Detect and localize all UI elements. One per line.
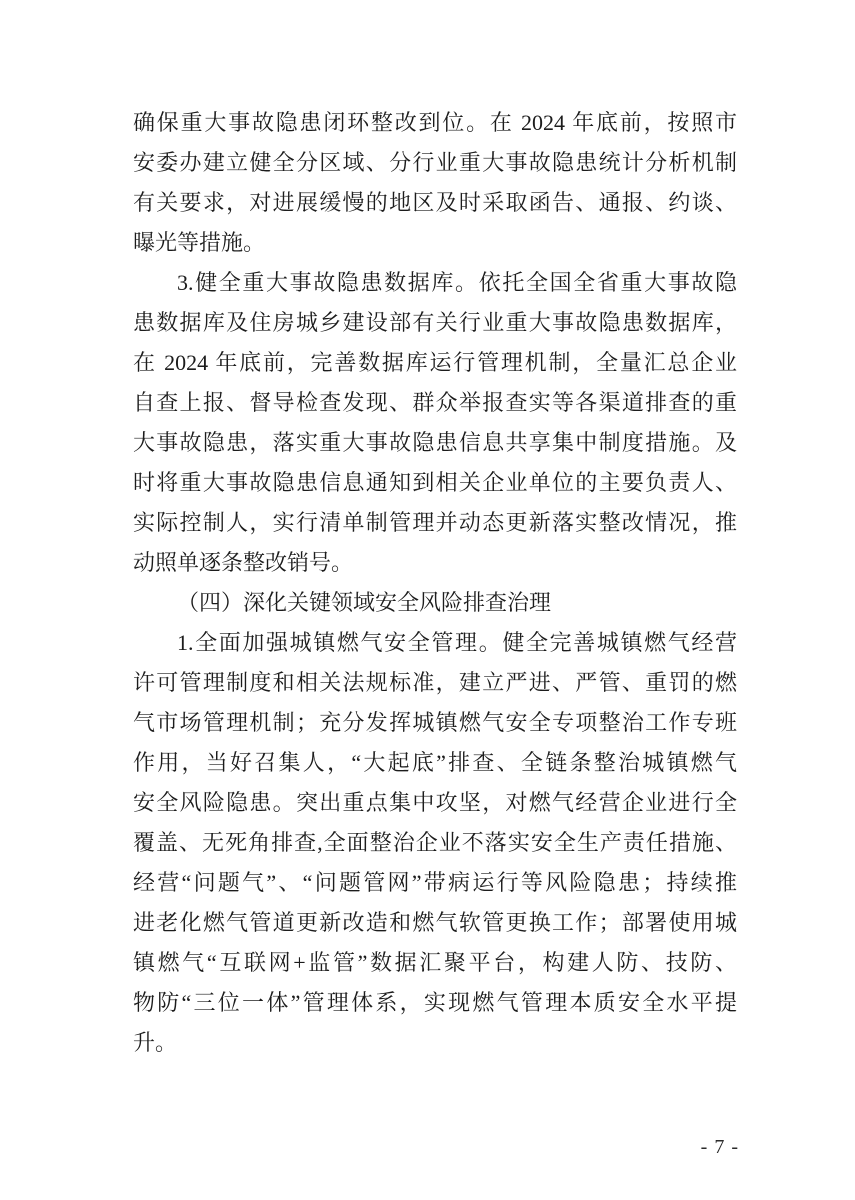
text-line: 时将重大事故隐患信息通知到相关企业单位的主要负责人、 (133, 470, 737, 495)
page-number: - 7 - (700, 1136, 739, 1158)
text-line: 确保重大事故隐患闭环整改到位。在 2024 年底前，按照市 (133, 110, 737, 135)
text-line: 镇燃气“互联网+监管”数据汇聚平台，构建人防、技防、 (133, 950, 737, 975)
text-line: 大事故隐患，落实重大事故隐患信息共享集中制度措施。及 (133, 430, 737, 455)
text-line: 动照单逐条整改销号。 (133, 550, 354, 575)
document-body (133, 103, 737, 1063)
text-line: 气市场管理机制；充分发挥城镇燃气安全专项整治工作专班 (133, 710, 737, 735)
text-line: 1.全面加强城镇燃气安全管理。健全完善城镇燃气经营 (177, 630, 737, 655)
text-line: 3.健全重大事故隐患数据库。依托全国全省重大事故隐 (177, 270, 737, 295)
text-line: 曝光等措施。 (133, 230, 266, 255)
text-line: 自查上报、督导检查发现、群众举报查实等各渠道排查的重 (133, 390, 737, 415)
text-line: 覆盖、无死角排查,全面整治企业不落实安全生产责任措施、 (133, 830, 737, 855)
text-line: 升。 (133, 1030, 178, 1055)
text-line: 作用，当好召集人，“大起底”排查、全链条整治城镇燃气 (133, 750, 737, 775)
text-line: 患数据库及住房城乡建设部有关行业重大事故隐患数据库， (133, 310, 737, 335)
text-line: 许可管理制度和相关法规标准，建立严进、严管、重罚的燃 (133, 670, 737, 695)
text-line: 有关要求，对进展缓慢的地区及时采取函告、通报、约谈、 (133, 190, 737, 215)
text-line: 进老化燃气管道更新改造和燃气软管更换工作；部署使用城 (133, 910, 737, 935)
text-line: 物防“三位一体”管理体系，实现燃气管理本质安全水平提 (133, 990, 737, 1015)
text-line: 实际控制人，实行清单制管理并动态更新落实整改情况，推 (133, 510, 737, 535)
text-line: 安委办建立健全分区域、分行业重大事故隐患统计分析机制 (133, 150, 737, 175)
section-heading-line: （四）深化关键领域安全风险排查治理 (177, 590, 552, 615)
text-line: 在 2024 年底前，完善数据库运行管理机制，全量汇总企业 (133, 350, 737, 375)
text-line: 安全风险隐患。突出重点集中攻坚，对燃气经营企业进行全 (133, 790, 737, 815)
text-line: 经营“问题气”、“问题管网”带病运行等风险隐患；持续推 (133, 870, 737, 895)
